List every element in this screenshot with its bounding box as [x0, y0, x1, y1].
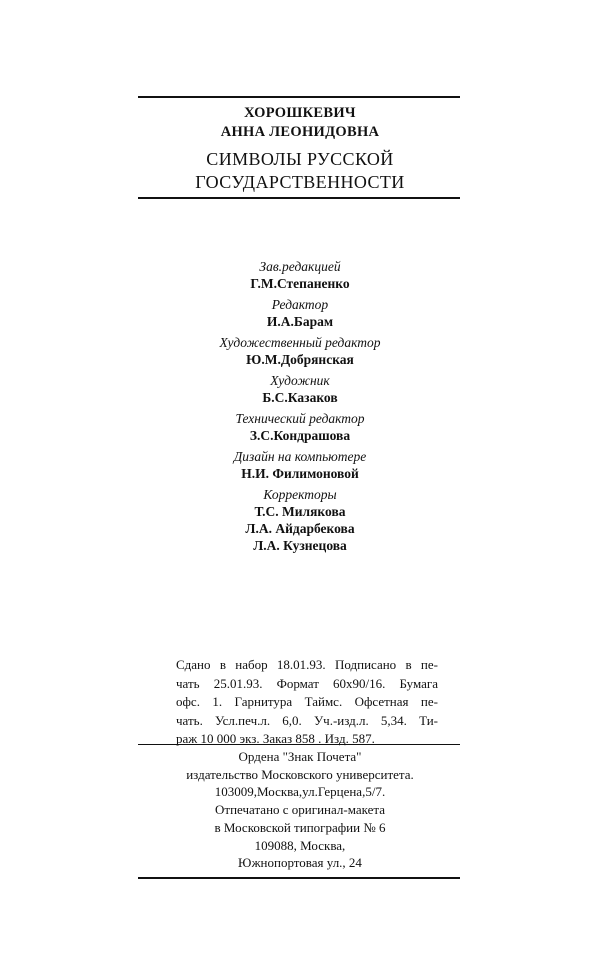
credit-editor-in-chief [0, 258, 600, 292]
credit-name: З.С.Кондрашова [249, 428, 351, 443]
credit-role: Художник [270, 373, 330, 388]
publisher-line: Южнопортовая ул., 24 [238, 855, 362, 871]
bottom-rule [138, 877, 460, 879]
imprint-line: чать. Усл.печ.л. 6,0. Уч.-изд.л. 5,34. Ти- [176, 712, 438, 728]
credit-role: Художественный редактор [219, 335, 381, 350]
credit-name: Б.С.Казаков [262, 390, 338, 405]
credit-name: Ю.М.Добрянская [246, 352, 354, 367]
author-given-names: АННА ЛЕОНИДОВНА [220, 124, 380, 140]
publisher-line: 109088, Москва, [254, 837, 346, 853]
publisher-line: Отпечатано с оригинал-макета [215, 802, 385, 818]
credit-role: Редактор [271, 297, 329, 312]
credit-art-editor [0, 334, 600, 368]
credit-technical-editor [0, 410, 600, 444]
credit-role: Технический редактор [235, 411, 365, 426]
publisher-line: 103009,Москва,ул.Герцена,5/7. [214, 784, 386, 800]
credit-name: Н.И. Филимоновой [241, 466, 359, 481]
top-rule [138, 96, 460, 98]
credit-name: Т.С. Милякова [254, 504, 346, 519]
title-rule [138, 197, 460, 199]
imprint-details [176, 656, 438, 749]
imprint-line: Сдано в набор 18.01.93. Подписано в пе- [176, 657, 438, 672]
publisher-line: издательство Московского университета. [186, 766, 414, 782]
book-title-line-2: ГОСУДАРСТВЕННОСТИ [195, 172, 405, 192]
credit-artist [0, 372, 600, 406]
author-block [0, 104, 600, 142]
credit-name: Л.А. Айдарбекова [245, 521, 355, 536]
imprint-rule [138, 744, 460, 745]
credit-role: Корректоры [263, 487, 337, 502]
publisher-block [0, 748, 600, 872]
imprint-line: раж 10 000 экз. Заказ 858 . Изд. 587. [176, 731, 375, 746]
credits-list [0, 258, 600, 558]
publisher-line: Ордена "Знак Почета" [238, 749, 362, 764]
credit-role: Дизайн на компьютере [233, 449, 367, 464]
book-title-line-1: СИМВОЛЫ РУССКОЙ [206, 149, 394, 169]
publisher-line: в Московской типографии № 6 [214, 819, 386, 835]
credit-role: Зав.редакцией [259, 259, 341, 274]
imprint-line: офс. 1. Гарнитура Таймс. Офсетная пе- [176, 694, 438, 709]
credit-name: Г.М.Степаненко [250, 276, 350, 291]
credit-name: Л.А. Кузнецова [253, 538, 347, 553]
credit-proofreaders [0, 486, 600, 554]
credit-name: И.А.Барам [266, 314, 334, 329]
imprint-line: чать 25.01.93. Формат 60x90/16. Бумага [176, 675, 438, 691]
credit-editor [0, 296, 600, 330]
credit-computer-design [0, 448, 600, 482]
author-surname: ХОРОШКЕВИЧ [244, 105, 356, 121]
book-title [0, 148, 600, 194]
